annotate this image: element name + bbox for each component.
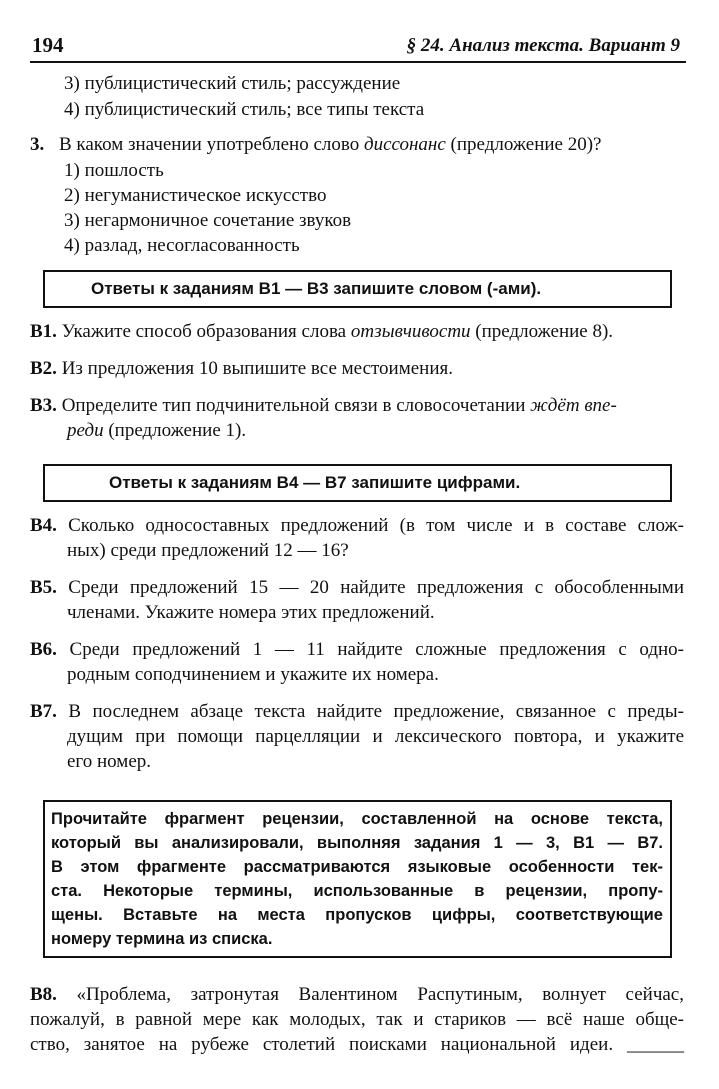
instruction-line-4: ста. Некоторые термины, использованные в рецензии, пропу- xyxy=(51,882,663,900)
q3-option-3: 3) негармоничное сочетание звуков xyxy=(64,210,352,231)
q3-option-1: 1) пошлость xyxy=(64,160,164,181)
task-b6-number: В6. xyxy=(30,639,57,660)
task-b7-text: В последнем абзаце текста найдите предложение, связанное с преды- xyxy=(56,701,684,722)
answer-box-b1-b3 xyxy=(43,270,672,308)
task-b6-text: Среди предложений 1 — 11 найдите сложные предложения с одно- xyxy=(56,639,684,660)
task-b1 xyxy=(30,321,613,343)
task-b5-text: Среди предложений 15 — 20 найдите предложения с обособленными xyxy=(56,577,684,598)
task-b4-line-2: ных) среди предложений 12 — 16? xyxy=(67,540,349,561)
q3-text-after: (предложение 20)? xyxy=(445,134,602,155)
answer-box-b4-b7 xyxy=(43,464,672,502)
task-b8-line-2: пожалуй, в равной мере как молодых, так и стариков — всё наше обще- xyxy=(30,1009,684,1030)
task-b7-number: В7. xyxy=(30,701,57,722)
task-b5-line-1 xyxy=(30,577,684,599)
task-b4-number: В4. xyxy=(30,515,57,536)
header-rule xyxy=(30,61,686,63)
instruction-line-5: щены. Вставьте на места пропусков цифры, соответствующие xyxy=(51,906,663,924)
task-b3-text: Определите тип подчинительной связи в словосочетании xyxy=(56,395,531,416)
task-b4-text: Сколько односоставных предложений (в том числе и в составе слож- xyxy=(56,515,684,536)
task-b5-number: В5. xyxy=(30,577,57,598)
task-b8-text: «Проблема, затронутая Валентином Распутиным, волнует сейчас, xyxy=(56,984,684,1005)
task-b2 xyxy=(30,358,453,380)
instruction-line-1: Прочитайте фрагмент рецензии, составленной на основе текста, xyxy=(51,810,663,828)
review-instructions-box xyxy=(43,800,672,958)
task-b3-text-after: (предложение 1). xyxy=(103,420,247,441)
q3-option-4: 4) разлад, несогласованность xyxy=(64,235,300,256)
instruction-line-3: В этом фрагменте рассматриваются языковые особенности тек- xyxy=(51,858,663,876)
task-b3-line-1 xyxy=(30,395,617,417)
task-b6-line-1 xyxy=(30,639,684,661)
task-b5-line-2: членами. Укажите номера этих предложений. xyxy=(67,602,435,623)
task-b7-line-3: его номер. xyxy=(67,751,152,772)
task-b8-line-3: ство, занятое на рубеже столетий поисками национальной идеи. ______ xyxy=(30,1034,684,1055)
page-number: 194 xyxy=(32,33,64,57)
task-b7-line-2: дущим при помощи парцелляции и лексического повтора, и укажите xyxy=(67,726,684,747)
task-b1-number: В1. xyxy=(30,321,57,342)
task-b1-text: Укажите способ образования слова xyxy=(56,321,351,342)
q2-option-4: 4) публицистический стиль; все типы текста xyxy=(64,99,425,120)
task-b8-line-1 xyxy=(30,984,684,1006)
task-b6-line-2: родным соподчинением и укажите их номера. xyxy=(67,664,439,685)
task-b8-number: В8. xyxy=(30,984,57,1005)
task-b2-number: В2. xyxy=(30,358,57,379)
running-title: § 24. Анализ текста. Вариант 9 xyxy=(406,35,680,56)
q3-text-before: В каком значении употреблено слово xyxy=(59,134,364,155)
instruction-line-6: номеру термина из списка. xyxy=(51,930,273,948)
task-b3-number: В3. xyxy=(30,395,57,416)
q3-option-2: 2) негуманистическое искусство xyxy=(64,185,327,206)
task-b2-text: Из предложения 10 выпишите все местоимения. xyxy=(56,358,454,379)
page-header xyxy=(30,33,686,61)
answer-box-b4-b7-text: Ответы к заданиям В4 — В7 запишите цифрами. xyxy=(109,473,521,492)
task-b7-line-1 xyxy=(30,701,684,723)
q3-word: диссонанс xyxy=(363,134,446,155)
task-b1-word: отзывчивости xyxy=(350,321,471,342)
instruction-line-2: который вы анализировали, выполняя задания 1 — 3, В1 — В7. xyxy=(51,834,663,852)
task-b1-text-after: (предложение 8). xyxy=(470,321,614,342)
q3-number: 3. xyxy=(30,134,45,155)
q2-option-3: 3) публицистический стиль; рассуждение xyxy=(64,73,401,94)
task-b3-phrase-part-1: ждёт впе- xyxy=(530,395,617,416)
task-b4-line-1 xyxy=(30,515,684,537)
task-b3-line-2 xyxy=(67,420,246,442)
task-b3-phrase-part-2: реди xyxy=(67,420,104,441)
q3-question xyxy=(30,134,601,156)
answer-box-b1-b3-text: Ответы к заданиям В1 — В3 запишите словом (-ами). xyxy=(91,279,542,298)
